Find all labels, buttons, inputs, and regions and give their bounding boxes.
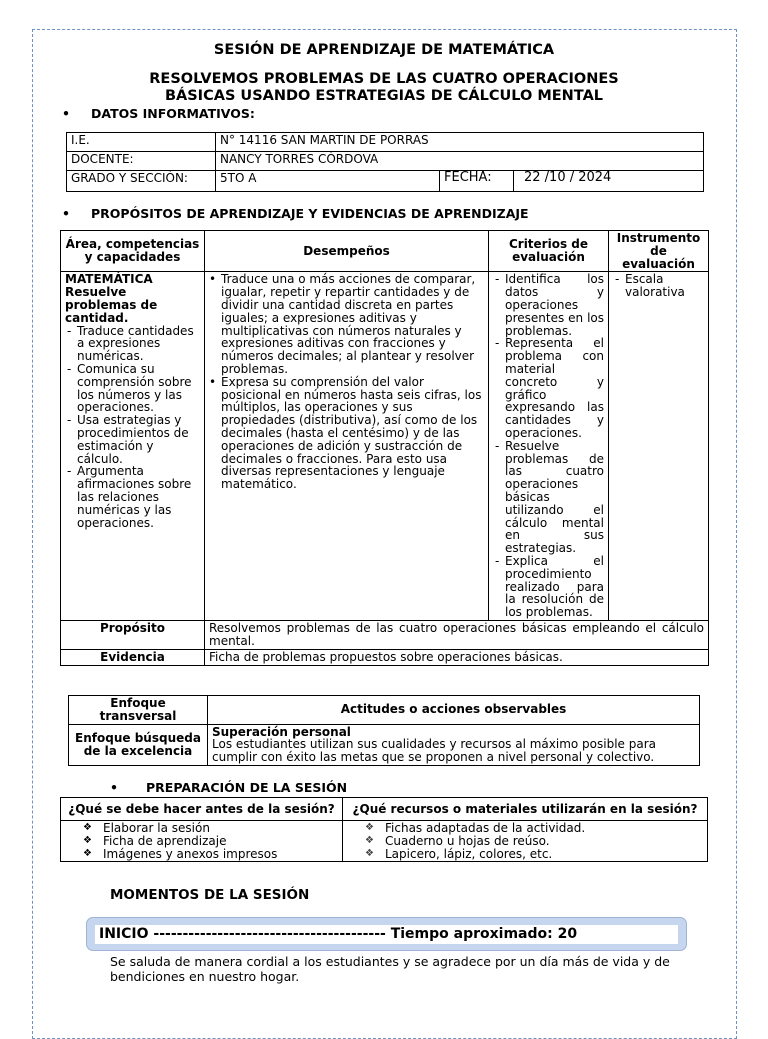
table-row [67,152,704,171]
list-item: ❖ Cuaderno u hojas de reúso. [343,835,707,848]
table-row [69,724,700,765]
table-row [61,649,709,665]
header-area: Área, competencias y capacidades [61,231,205,272]
table-row [67,133,704,152]
enfoque-text: Los estudiantes utilizan sus cualidades y recursos al máximo posible para cumplir con éxito las metas que se proponen a nivel personal y colectivo. [212,737,657,765]
list-item: ❖ Elaborar la sesión [61,822,342,835]
momentos-heading: MOMENTOS DE LA SESIÓN [110,887,310,903]
preparacion-header-left: ¿Qué se debe hacer antes de la sesión? [61,798,343,821]
list-item: • Traduce una o más acciones de comparar, igualar, repetir y repartir cantidades y de dividir una cantidad discreta en partes iguales; a expresiones aditivas y multiplicativas con números naturales y expresiones aditivas con fracciones y números decimales; al plantear y resolver problemas. [209,273,484,375]
propositos-heading: • PROPÓSITOS DE APRENDIZAJE Y EVIDENCIAS DE APRENDIZAJE [62,206,529,221]
enfoque-header-right: Actitudes o acciones observables [208,696,700,725]
evidencia-label: Evidencia [61,649,205,665]
antes-cell [61,821,343,862]
fecha-label: FECHA: [440,171,514,192]
table-row [61,821,708,862]
evidencia-text: Ficha de problemas propuestos sobre operaciones básicas. [205,649,709,665]
competencia: Resuelve problemas de cantidad. [65,285,158,325]
enfoque-header-left: Enfoque transversal [69,696,208,725]
docente-label: DOCENTE: [67,152,216,171]
list-item: ❖ Lapicero, lápiz, colores, etc. [343,848,707,861]
area-cell [61,272,205,621]
list-item: - Escala valorativa [613,273,704,299]
inicio-title: INICIO ---------------------------------------- Tiempo aproximado: 20 [95,925,678,944]
recursos-list [343,822,707,860]
preparacion-heading: • PREPARACIÓN DE LA SESIÓN [110,780,348,795]
antes-list [61,822,342,860]
header-desempenos: Desempeños [205,231,489,272]
inicio-banner [86,917,687,951]
table-header-row [61,231,709,272]
area-name: MATEMÁTICA [65,272,153,287]
grado-label: GRADO Y SECCIÓN: [67,171,216,192]
list-item: ❖ Imágenes y anexos impresos [61,848,342,861]
list-item: ❖ Ficha de aprendizaje [61,835,342,848]
ie-label: I.E. [67,133,216,152]
table-row [67,171,704,192]
main-title: SESIÓN DE APRENDIZAJE DE MATEMÁTICA [213,42,555,58]
desempenos-list [209,273,484,491]
list-item: ❖ Fichas adaptadas de la actividad. [343,822,707,835]
list-item: - Comunica su comprensión sobre los números y las operaciones. [65,363,200,414]
session-title-line1: RESOLVEMOS PROBLEMAS DE LAS CUATRO OPERACIONES [149,71,619,87]
table-row [61,620,709,649]
desempenos-cell [205,272,489,621]
recursos-cell [343,821,708,862]
criterios-list [493,273,604,619]
fecha-value: 22 /10 / 2024 [514,171,704,192]
table-header-row [61,798,708,821]
list-item: - Identifica los datos y operaciones presentes en los problemas. [493,273,604,337]
enfoque-name: Enfoque búsqueda de la excelencia [69,724,208,765]
datos-table [66,132,704,192]
header-criterios: Criterios de evaluación [489,231,609,272]
ie-value: N° 14116 SAN MARTIN DE PORRAS [216,133,704,152]
proposito-label: Propósito [61,620,205,649]
list-item: • Expresa su comprensión del valor posicional en números hasta seis cifras, los múltiplos, las operaciones y sus propiedades (distributiva), así como de los decimales (hasta el centésimo) y de las operaciones de adición y sustracción de decimales o fracciones. Para esto usa diversas representaciones y lenguaje matemático. [209,376,484,491]
list-item: - Explica el procedimiento realizado para la resolución de los problemas. [493,555,604,619]
preparacion-header-right: ¿Qué recursos o materiales utilizarán en la sesión? [343,798,708,821]
inicio-text: Se saluda de manera cordial a los estudiantes y se agradece por un día más de vida y de bendiciones en nuestro hogar. [110,954,670,984]
list-item: - Traduce cantidades a expresiones numéricas. [65,325,200,363]
datos-heading: • DATOS INFORMATIVOS: [62,106,255,121]
enfoque-table [68,695,700,766]
list-item: - Representa el problema con material concreto y gráfico expresando las cantidades y operaciones. [493,337,604,439]
grado-value: 5TO A [216,171,440,192]
enfoque-detail [208,724,700,765]
list-item: - Argumenta afirmaciones sobre las relaciones numéricas y las operaciones. [65,465,200,529]
docente-value: NANCY TORRES CÓRDOVA [216,152,704,171]
proposito-text: Resolvemos problemas de las cuatro operaciones básicas empleando el cálculo mental. [205,620,709,649]
list-item: - Resuelve problemas de las cuatro operaciones básicas utilizando el cálculo mental en sus estrategias. [493,440,604,555]
criterios-cell [489,272,609,621]
table-header-row [69,696,700,725]
list-item: - Usa estrategias y procedimientos de estimación y cálculo. [65,414,200,465]
instrumento-cell [609,272,709,621]
preparacion-table [60,797,708,862]
instrumento-list [613,273,704,299]
enfoque-subtitle: Superación personal [212,724,351,739]
capacidades-list [65,325,200,530]
header-instrumento: Instrumento de evaluación [609,231,709,272]
propositos-table [60,230,709,666]
session-title-line2: BÁSICAS USANDO ESTRATEGIAS DE CÁLCULO MENTAL [164,88,604,104]
table-row [61,272,709,621]
